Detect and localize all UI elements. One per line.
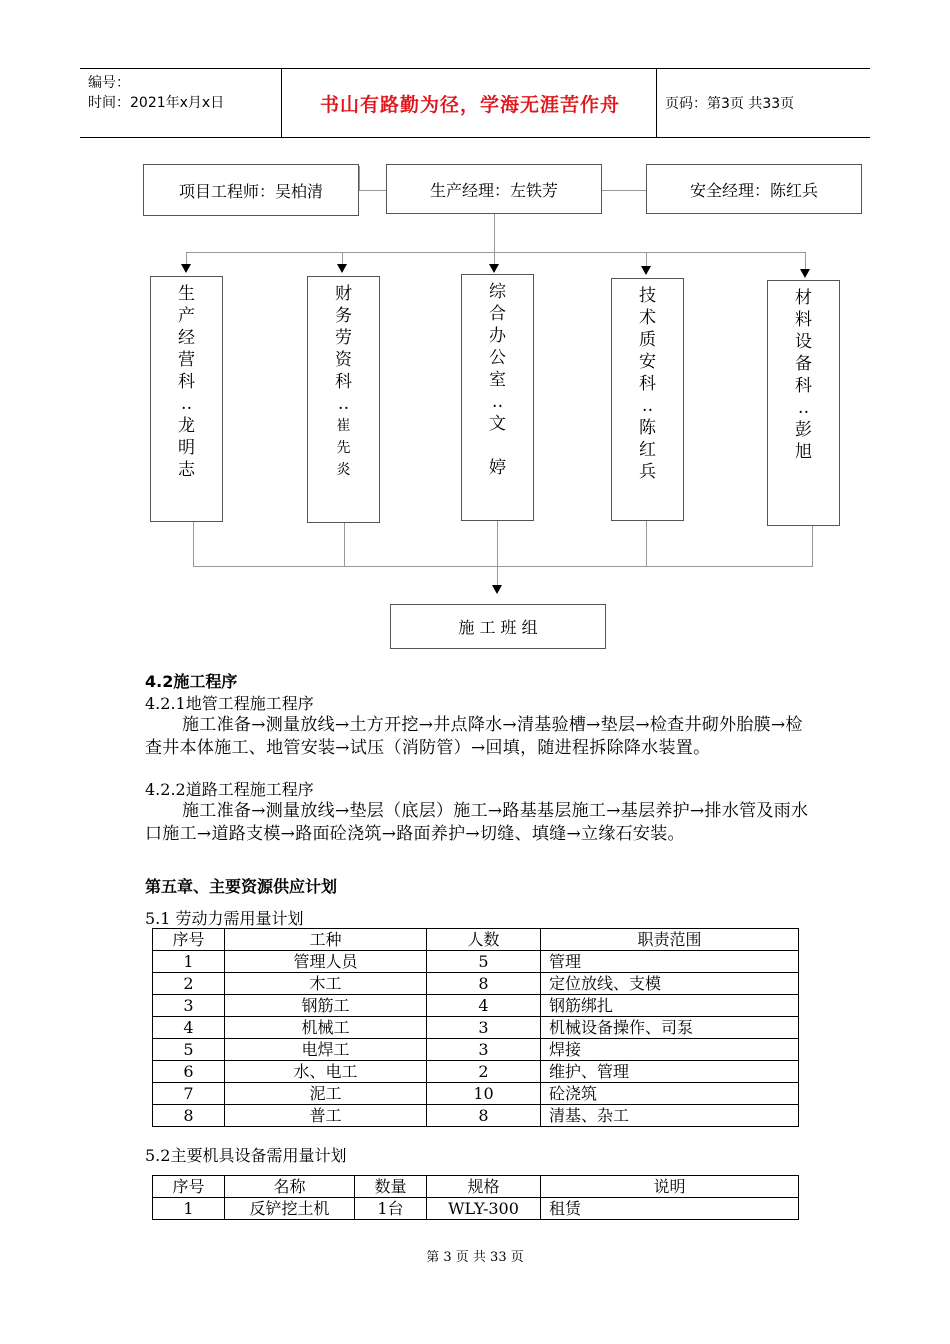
table-row: 4 机械工 3 机械设备操作、司泵 xyxy=(153,1017,799,1039)
section-4-2-2-text: 施工准备→测量放线→垫层（底层）施工→路基基层施工→基层养护→排水管及雨水口施工→道路支模→路面砼浇筑→路面养护→切缝、填缝→立缘石安装。 xyxy=(145,801,809,844)
table-header-cell: 名称 xyxy=(225,1176,355,1198)
table-header-row xyxy=(153,929,799,951)
org-box-safety-manager: 安全经理：陈红兵 xyxy=(646,164,862,214)
org-box-work-team: 施 工 班 组 xyxy=(390,604,606,649)
table-row: 5 电焊工 3 焊接 xyxy=(153,1039,799,1061)
table-row: 1 反铲挖土机 1台 WLY-300 租赁 xyxy=(153,1198,799,1220)
org-dept-quality-safety: 技 术 质 安 科 ‥ 陈 红 兵 xyxy=(611,278,684,521)
table-row: 1 管理人员 5 管理 xyxy=(153,951,799,973)
down-arrow-icon xyxy=(337,264,347,273)
org-box-production-manager: 生产经理：左铁芳 xyxy=(386,164,602,214)
org-connector xyxy=(193,566,813,567)
table-header-cell: 规格 xyxy=(427,1176,541,1198)
org-connector xyxy=(193,522,194,566)
labor-table xyxy=(152,928,799,1127)
org-dept-materials: 材 料 设 备 科 ‥ 彭 旭 xyxy=(767,280,840,526)
org-connector xyxy=(494,214,495,252)
down-arrow-icon xyxy=(492,585,502,594)
header-number: 编号： xyxy=(88,75,130,91)
table-row: 6 水、电工 2 维护、管理 xyxy=(153,1061,799,1083)
header-page: 页码：第3页 共33页 xyxy=(665,96,795,112)
header-time: 时间：2021年x月x日 xyxy=(88,95,225,111)
table-header-cell: 工种 xyxy=(225,929,427,951)
page-footer: 第 3 页 共 33 页 xyxy=(426,1250,524,1265)
org-connector xyxy=(812,526,813,566)
down-arrow-icon xyxy=(641,266,651,275)
table-header-row xyxy=(153,1176,799,1198)
org-connector xyxy=(359,190,386,191)
section-4-2-2-title: 4.2.2道路工程施工程序 xyxy=(145,780,314,799)
org-connector xyxy=(497,521,498,566)
table-row: 8 普工 8 清基、杂工 xyxy=(153,1105,799,1127)
org-dept-production: 生 产 经 营 科 ‥ 龙 明 志 xyxy=(150,276,223,522)
header-divider xyxy=(656,69,657,137)
chapter-5-title: 第五章、主要资源供应计划 xyxy=(145,877,338,896)
table-row: 7 泥工 10 砼浇筑 xyxy=(153,1083,799,1105)
org-box-project-engineer: 项目工程师：吴柏清 xyxy=(143,164,359,216)
header-divider xyxy=(281,69,282,137)
page-header xyxy=(80,68,870,138)
table-header-cell: 序号 xyxy=(153,1176,225,1198)
equipment-plan-title: 5.2主要机具设备需用量计划 xyxy=(145,1146,347,1165)
org-connector xyxy=(602,190,646,191)
table-row: 3 钢筋工 4 钢筋绑扎 xyxy=(153,995,799,1017)
table-row: 2 木工 8 定位放线、支模 xyxy=(153,973,799,995)
labor-plan-title: 5.1 劳动力需用量计划 xyxy=(145,909,304,928)
section-4-2-1-title: 4.2.1地管工程施工程序 xyxy=(145,694,314,713)
table-header-cell: 职责范围 xyxy=(541,929,799,951)
table-header-cell: 人数 xyxy=(427,929,541,951)
org-dept-admin: 综 合 办 公 室 ‥ 文 婷 xyxy=(461,274,534,521)
org-connector xyxy=(646,521,647,566)
down-arrow-icon xyxy=(489,264,499,273)
org-dept-finance: 财 务 劳 资 科 ‥ 崔 先 炎 xyxy=(307,276,380,523)
table-header-cell: 数量 xyxy=(355,1176,427,1198)
table-header-cell: 说明 xyxy=(541,1176,799,1198)
down-arrow-icon xyxy=(800,269,810,278)
header-meta xyxy=(88,73,224,113)
org-connector xyxy=(344,523,345,566)
down-arrow-icon xyxy=(181,264,191,273)
org-connector xyxy=(186,252,806,253)
section-4-2-title: 4.2施工程序 xyxy=(145,672,238,691)
section-4-2-1-text: 施工准备→测量放线→土方开挖→井点降水→清基验槽→垫层→检查井砌外胎膜→检查井本体施工、地管安装→试压（消防管）→回填，随进程拆除降水装置。 xyxy=(145,715,803,758)
table-header-cell: 序号 xyxy=(153,929,225,951)
org-connector xyxy=(359,166,360,190)
equipment-table xyxy=(152,1175,799,1220)
header-motto: 书山有路勤为径，学海无涯苦作舟 xyxy=(319,93,620,116)
